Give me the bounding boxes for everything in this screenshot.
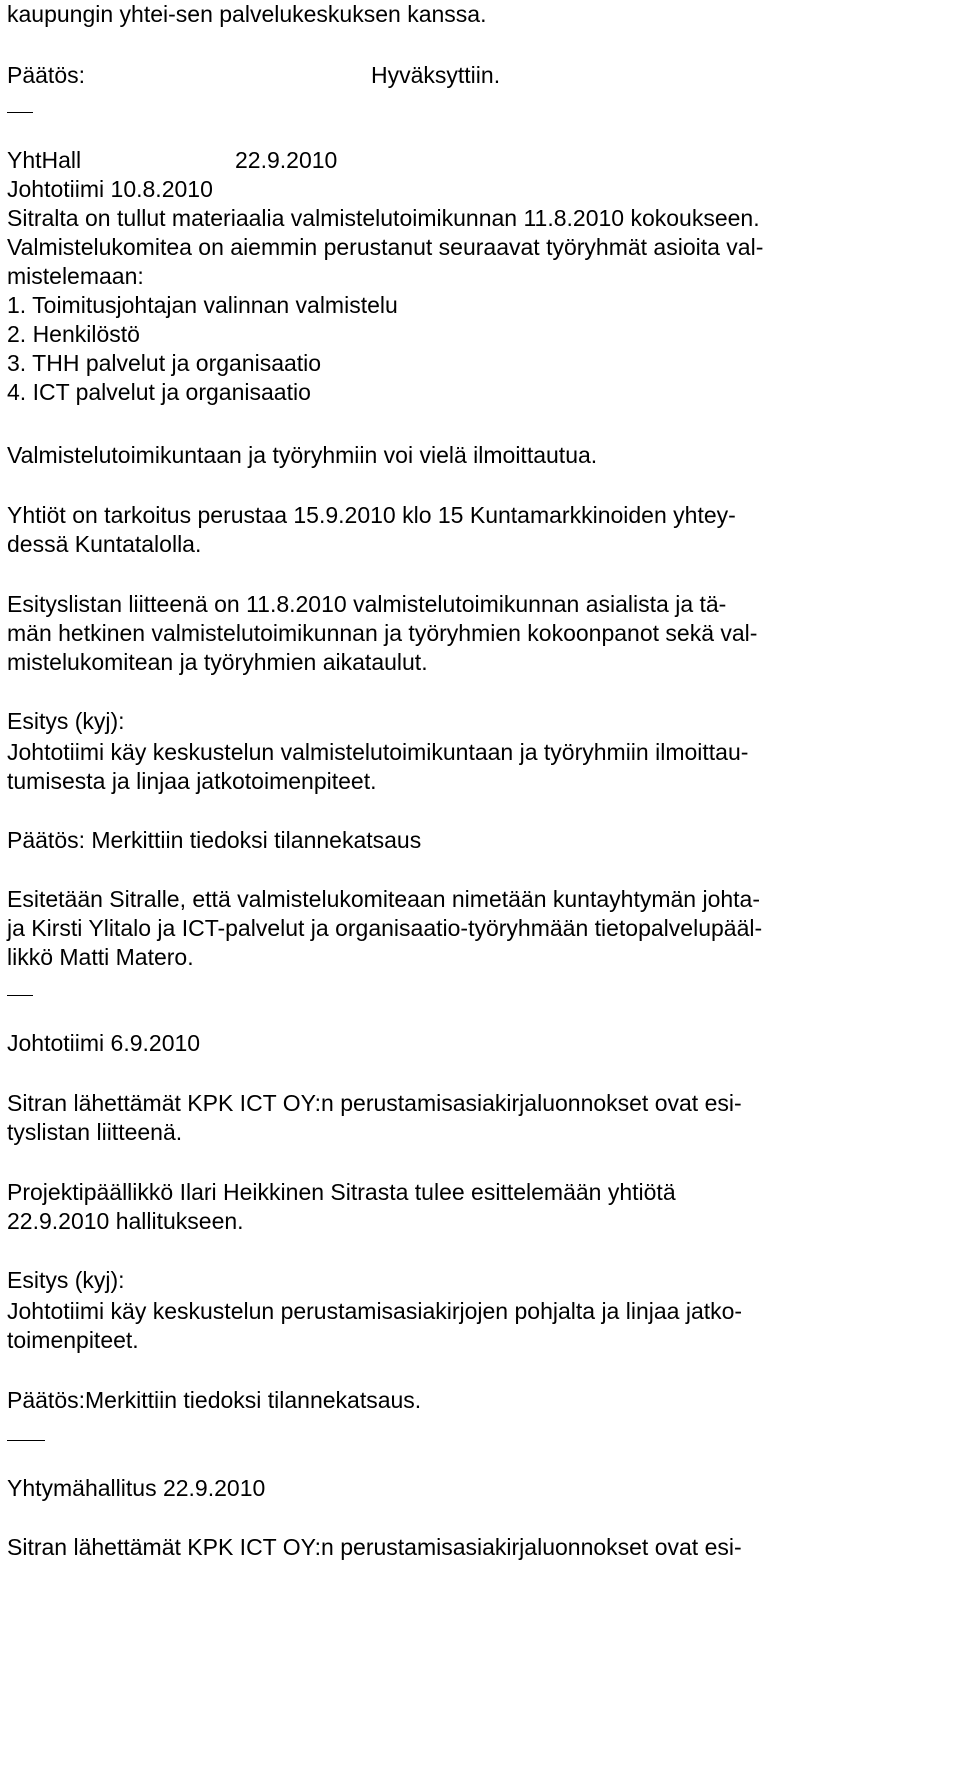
text-line: Yhtiöt on tarkoitus perustaa 15.9.2010 klo 15 Kuntamarkkinoiden yhtey- bbox=[7, 502, 736, 528]
list-item: 1. Toimitusjohtajan valinnan valmistelu bbox=[7, 292, 398, 318]
separator-rule bbox=[7, 112, 33, 113]
text-line: Sitralta on tullut materiaalia valmistelutoimikunnan 11.8.2010 kokoukseen. bbox=[7, 205, 760, 231]
meeting-header: Yhtymähallitus 22.9.2010 bbox=[7, 1475, 266, 1501]
text-line: Sitran lähettämät KPK ICT OY:n perustamisasiakirjaluonnokset ovat esi- bbox=[7, 1534, 742, 1560]
text-line: ja Kirsti Ylitalo ja ICT-palvelut ja organisaatio-työryhmään tietopalvelupääl- bbox=[7, 915, 763, 941]
text-line: mistelemaan: bbox=[7, 263, 144, 289]
proposal-heading: Esitys (kyj): bbox=[7, 708, 125, 734]
proposal-heading: Esitys (kyj): bbox=[7, 1267, 125, 1293]
text-line: Valmistelutoimikuntaan ja työryhmiin voi vielä ilmoittautua. bbox=[7, 442, 598, 468]
text-line: dessä Kuntatalolla. bbox=[7, 531, 202, 557]
text-line: tyslistan liitteenä. bbox=[7, 1119, 183, 1145]
separator-rule bbox=[7, 995, 33, 996]
list-item: 4. ICT palvelut ja organisaatio bbox=[7, 379, 311, 405]
meeting-header: Johtotiimi 6.9.2010 bbox=[7, 1030, 201, 1056]
text-line: likkö Matti Matero. bbox=[7, 944, 194, 970]
meeting-header bbox=[7, 146, 338, 174]
decision-line: Päätös: Merkittiin tiedoksi tilannekatsaus bbox=[7, 827, 422, 853]
text-line: kaupungin yhtei-sen palvelukeskuksen kanssa. bbox=[7, 1, 487, 27]
meeting-header: Johtotiimi 10.8.2010 bbox=[7, 176, 213, 202]
text-line: Johtotiimi käy keskustelun valmistelutoimikuntaan ja työryhmiin ilmoittau- bbox=[7, 739, 749, 765]
text-line: toimenpiteet. bbox=[7, 1327, 139, 1353]
text-line: Johtotiimi käy keskustelun perustamisasiakirjojen pohjalta ja linjaa jatko- bbox=[7, 1298, 743, 1324]
decision-label: Päätös: bbox=[7, 62, 85, 88]
meeting-date: 22.9.2010 bbox=[235, 147, 338, 173]
text-line: Esityslistan liitteenä on 11.8.2010 valmistelutoimikunnan asialista ja tä- bbox=[7, 591, 727, 617]
list-item: 2. Henkilöstö bbox=[7, 321, 140, 347]
text-line: Projektipäällikkö Ilari Heikkinen Sitrasta tulee esittelemään yhtiötä bbox=[7, 1179, 676, 1205]
separator-rule bbox=[7, 1440, 45, 1441]
text-line: män hetkinen valmistelutoimikunnan ja työryhmien kokoonpanot sekä val- bbox=[7, 620, 758, 646]
text-line: mistelukomitean ja työryhmien aikataulut. bbox=[7, 649, 428, 675]
decision-value: Hyväksyttiin. bbox=[371, 62, 501, 88]
text-line: Sitran lähettämät KPK ICT OY:n perustamisasiakirjaluonnokset ovat esi- bbox=[7, 1090, 742, 1116]
text-line: Esitetään Sitralle, että valmistelukomiteaan nimetään kuntayhtymän johta- bbox=[7, 886, 761, 912]
text-line: tumisesta ja linjaa jatkotoimenpiteet. bbox=[7, 768, 377, 794]
decision-line: Päätös:Merkittiin tiedoksi tilannekatsaus. bbox=[7, 1387, 422, 1413]
text-line: 22.9.2010 hallitukseen. bbox=[7, 1208, 244, 1234]
text-line: Valmistelukomitea on aiemmin perustanut seuraavat työryhmät asioita val- bbox=[7, 234, 764, 260]
meeting-body: YhtHall bbox=[7, 147, 82, 173]
list-item: 3. THH palvelut ja organisaatio bbox=[7, 350, 322, 376]
